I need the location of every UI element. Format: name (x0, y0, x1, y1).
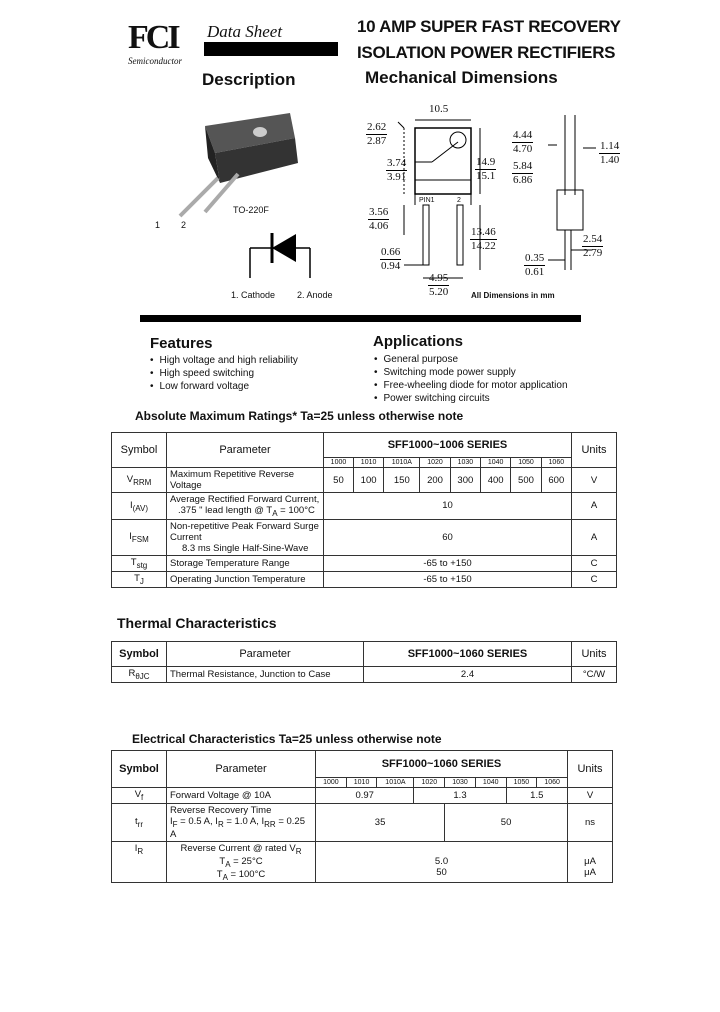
dimensions-note: All Dimensions in mm (471, 291, 555, 300)
symbol-cell: $R_{\theta JC}$ (112, 667, 167, 683)
parameter-cell: Operating Junction Temperature (167, 571, 324, 587)
value-cell: 50 (445, 803, 568, 841)
part-number: 1040 (475, 778, 506, 788)
features-list (150, 354, 298, 393)
value-cell: 300 (450, 468, 480, 493)
table-row (112, 468, 617, 493)
symbol-cell: $I_{(AV)}$ (112, 493, 167, 520)
page-title (357, 14, 621, 66)
unit-cell: μA μA (568, 841, 613, 883)
col-parameter: Parameter (167, 642, 364, 667)
amr-title: Absolute Maximum Ratings* Ta=25 unless otherwise note (135, 409, 464, 423)
dim-035-061: $\frac{0.35}{0.61}$ (525, 252, 545, 278)
part-number: 1050 (506, 778, 537, 788)
table-row (112, 433, 617, 458)
value-cell: 200 (420, 468, 450, 493)
value-cell: 400 (481, 468, 511, 493)
col-series: SFF1000~1060 SERIES (316, 751, 568, 778)
list-item: • Switching mode power supply (374, 366, 568, 379)
col-symbol: Symbol (112, 433, 167, 468)
value-cell: 35 (316, 803, 445, 841)
value-cell: 0.97 (316, 788, 414, 804)
drawing-pin1: PIN1 (419, 197, 435, 204)
dim-356-406: $\frac{3.56}{4.06}$ (369, 206, 389, 232)
dim-066-094: $\frac{0.66}{0.94}$ (381, 246, 401, 272)
col-symbol: Symbol (112, 642, 167, 667)
anode-label: 2. Anode (297, 290, 333, 300)
value-cell: 50 (324, 468, 354, 493)
title-line-1: 10 AMP SUPER FAST RECOVERY (357, 17, 621, 36)
value-cell: 5.0 50 (316, 841, 568, 883)
value-cell: 100 (353, 468, 383, 493)
thermal-table (111, 641, 617, 683)
mechanical-drawing (360, 100, 640, 305)
parameter-cell: Reverse Recovery Time $I_F = 0.5$ A, $I_R = 1.0$ A, $I_{RR} = 0.25$ A (167, 803, 316, 841)
symbol-cell: $V_f$ (112, 788, 167, 804)
mechanical-heading: Mechanical Dimensions (365, 68, 558, 87)
logo-letters: FCI (128, 19, 178, 56)
table-row (112, 788, 613, 804)
table-row (112, 667, 617, 683)
parameter-cell: Average Rectified Forward Current, .375 " lead length @ $T_A = 100^\circ C$ (167, 493, 324, 520)
col-series: SFF1000~1006 SERIES (324, 433, 572, 458)
part-number: 1060 (541, 458, 571, 468)
value-cell: -65 to +150 (324, 571, 572, 587)
pin-2-label: 2 (181, 220, 187, 230)
package-photo (150, 108, 300, 233)
unit-cell: ns (568, 803, 613, 841)
list-item: • High voltage and high reliability (150, 354, 298, 367)
table-row (112, 493, 617, 520)
symbol-cell: $t_{rr}$ (112, 803, 167, 841)
parameter-cell: Thermal Resistance, Junction to Case (167, 667, 364, 683)
part-number: 1000 (324, 458, 354, 468)
drawing-pin2: 2 (457, 197, 461, 204)
table-row (112, 519, 617, 555)
col-units: Units (568, 751, 613, 788)
dim-495-520: $\frac{4.95}{5.20}$ (429, 272, 449, 298)
elec-title: Electrical Characteristics Ta=25 unless otherwise note (132, 732, 442, 746)
parameter-cell: Reverse Current @ rated $V_R$ $T_A = 25^\circ C$ $T_A = 100^\circ C$ (167, 841, 316, 883)
value-cell: 1.3 (414, 788, 506, 804)
table-row (112, 642, 617, 667)
parameter-cell: Non-repetitive Peak Forward Surge Current 8.3 ms Single Half-Sine-Wave (167, 519, 324, 555)
value-cell: 1.5 (506, 788, 567, 804)
part-number: 1010A (384, 458, 420, 468)
title-line-2: ISOLATION POWER RECTIFIERS (357, 43, 616, 62)
dim-114-140: $\frac{1.14}{1.40}$ (600, 140, 620, 166)
dim-width: 10.5 (429, 103, 449, 115)
amr-table (111, 432, 617, 588)
unit-cell: C (572, 571, 617, 587)
description-heading: Description (202, 70, 296, 89)
col-units: Units (572, 433, 617, 468)
unit-cell: V (568, 788, 613, 804)
dim-254-279: $\frac{2.54}{2.79}$ (583, 233, 603, 259)
part-number: 1010A (377, 778, 414, 788)
parameter-cell: Forward Voltage @ 10A (167, 788, 316, 804)
table-row (112, 803, 613, 841)
part-number: 1010 (353, 458, 383, 468)
part-number: 1000 (316, 778, 347, 788)
part-number: 1050 (511, 458, 541, 468)
thermal-heading: Thermal Characteristics (117, 615, 277, 631)
fci-logo (128, 20, 196, 72)
list-item: • High speed switching (150, 367, 298, 380)
list-item: • General purpose (374, 353, 568, 366)
elec-table (111, 750, 613, 883)
dim-584-686: $\frac{5.84}{6.86}$ (513, 160, 533, 186)
list-item: • Low forward voltage (150, 380, 298, 393)
symbol-cell: $I_{FSM}$ (112, 519, 167, 555)
unit-cell: V (572, 468, 617, 493)
dim-262-287: $\frac{2.62}{2.87}$ (367, 121, 387, 147)
unit-cell: °C/W (572, 667, 617, 683)
features-heading: Features (150, 335, 213, 352)
part-number: 1010 (346, 778, 377, 788)
part-number: 1020 (420, 458, 450, 468)
col-series: SFF1000~1060 SERIES (364, 642, 572, 667)
value-cell: 500 (511, 468, 541, 493)
doc-type: Data Sheet (207, 22, 283, 41)
pin-1-label: 1 (155, 220, 161, 230)
doc-type-bar (204, 42, 338, 56)
table-row (112, 751, 613, 778)
parameter-cell: Storage Temperature Range (167, 555, 324, 571)
col-parameter: Parameter (167, 433, 324, 468)
dim-149-151: $\frac{14.9}{15.1}$ (476, 156, 496, 182)
value-cell: 150 (384, 468, 420, 493)
diode-symbol (240, 228, 320, 284)
applications-heading: Applications (373, 333, 464, 350)
logo-subtitle: Semiconductor (128, 56, 182, 66)
unit-cell: A (572, 519, 617, 555)
symbol-cell: $V_{RRM}$ (112, 468, 167, 493)
dim-444-470: $\frac{4.44}{4.70}$ (513, 129, 533, 155)
section-divider (140, 315, 581, 322)
col-symbol: Symbol (112, 751, 167, 788)
table-row (112, 841, 613, 883)
parameter-cell: Maximum Repetitive Reverse Voltage (167, 468, 324, 493)
dim-1346-1422: $\frac{13.46}{14.22}$ (471, 226, 496, 252)
list-item: • Power switching circuits (374, 392, 568, 405)
applications-list (374, 353, 568, 405)
table-row (112, 571, 617, 587)
part-number: 1030 (445, 778, 476, 788)
part-number: 1040 (481, 458, 511, 468)
part-number: 1030 (450, 458, 480, 468)
symbol-cell: $T_J$ (112, 571, 167, 587)
unit-cell: C (572, 555, 617, 571)
value-cell: 600 (541, 468, 571, 493)
part-number: 1020 (414, 778, 445, 788)
unit-cell: A (572, 493, 617, 520)
value-cell: 60 (324, 519, 572, 555)
list-item: • Free-wheeling diode for motor application (374, 379, 568, 392)
symbol-cell: $T_{stg}$ (112, 555, 167, 571)
cathode-label: 1. Cathode (231, 290, 276, 300)
col-parameter: Parameter (167, 751, 316, 788)
value-cell: 2.4 (364, 667, 572, 683)
part-number: 1060 (537, 778, 568, 788)
table-row (112, 555, 617, 571)
col-units: Units (572, 642, 617, 667)
value-cell: 10 (324, 493, 572, 520)
symbol-cell: $I_R$ (112, 841, 167, 883)
package-label: TO-220F (233, 205, 269, 215)
dim-374-391: $\frac{3.74}{3.91}$ (387, 157, 407, 183)
value-cell: -65 to +150 (324, 555, 572, 571)
